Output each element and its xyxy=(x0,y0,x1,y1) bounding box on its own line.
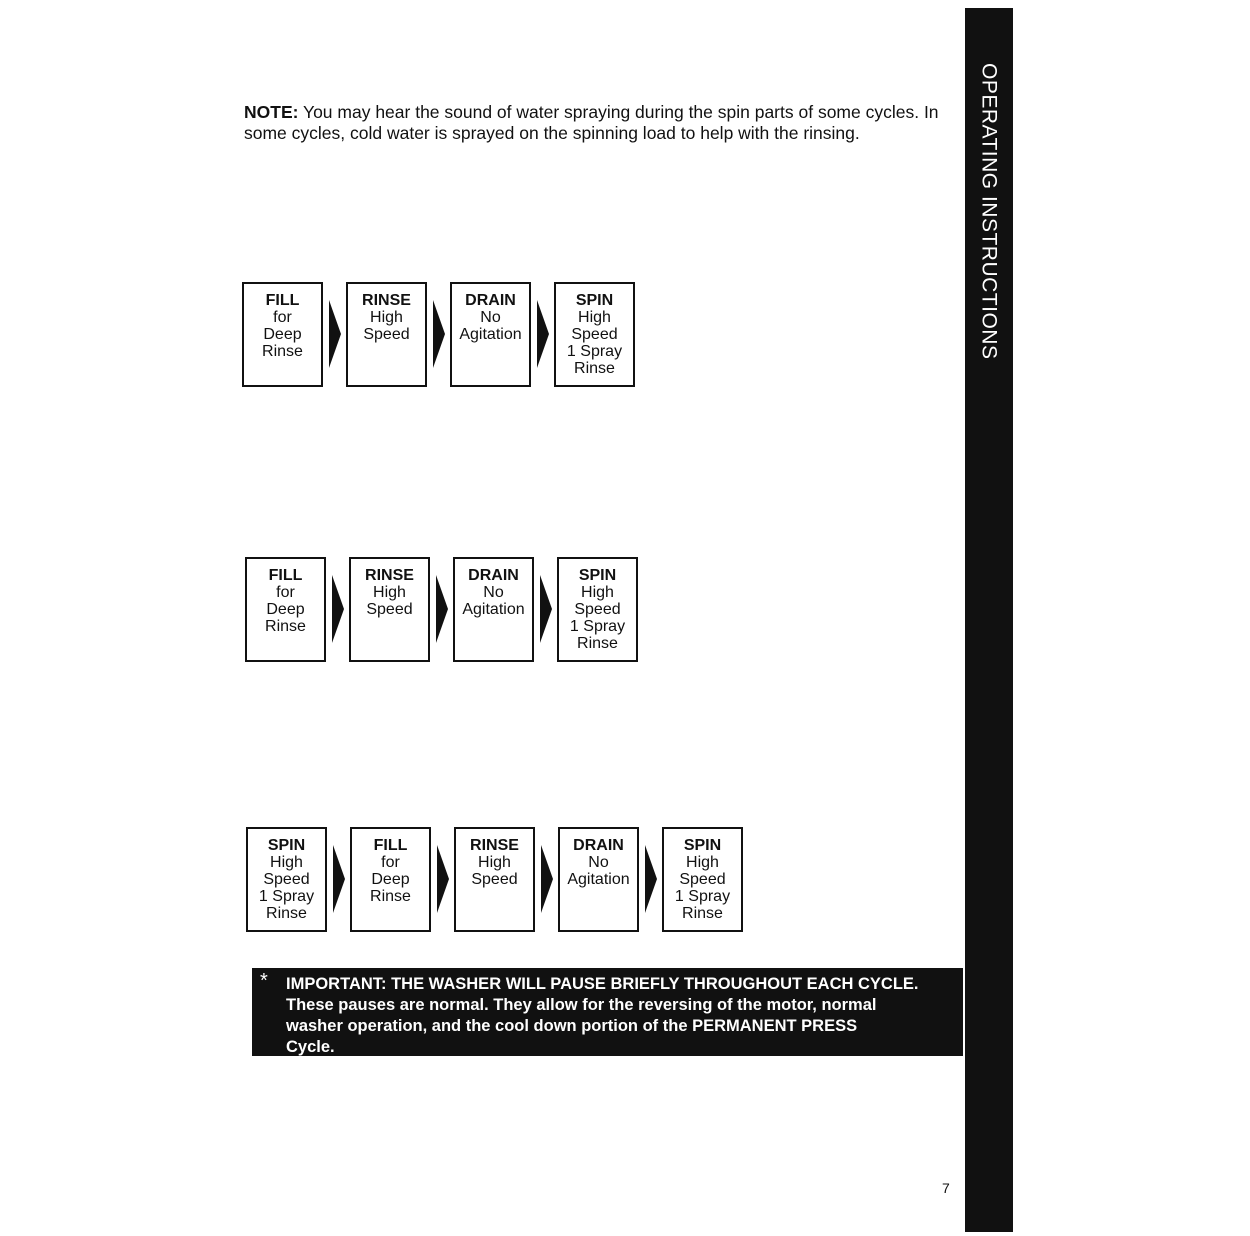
asterisk: * xyxy=(260,970,268,992)
cycle-step xyxy=(242,282,323,387)
step-title: SPIN xyxy=(575,292,614,309)
cycle-step xyxy=(454,827,535,932)
notice-line: Cycle. xyxy=(286,1038,335,1056)
step-detail: Rinse xyxy=(682,905,723,922)
page-number: 7 xyxy=(942,1180,950,1196)
cycle-step xyxy=(453,557,534,662)
cycle-step xyxy=(554,282,635,387)
arrow-right-icon xyxy=(332,575,344,643)
step-title: RINSE xyxy=(470,837,519,854)
cycle-step xyxy=(450,282,531,387)
step-detail: 1 Spray xyxy=(569,618,626,635)
section-tab-title: OPERATING INSTRUCTIONS xyxy=(977,63,1001,360)
step-detail: High xyxy=(373,584,406,601)
important-notice xyxy=(252,968,963,1056)
step-detail: No xyxy=(483,584,504,601)
step-title: RINSE xyxy=(362,292,411,309)
step-title: FILL xyxy=(265,292,300,309)
arrow-right-icon xyxy=(333,845,345,913)
step-detail: Rinse xyxy=(265,618,306,635)
arrow-right-icon xyxy=(645,845,657,913)
step-title: SPIN xyxy=(267,837,306,854)
cycle-step xyxy=(245,557,326,662)
step-title: DRAIN xyxy=(573,837,624,854)
step-detail: Deep xyxy=(266,601,305,618)
cycle-step xyxy=(346,282,427,387)
note-text: You may hear the sound of water spraying during the spin parts of some cycles. In some cycles, cold water is sprayed on the spinning load to help with the rinsing. xyxy=(244,102,939,143)
step-detail: Agitation xyxy=(462,601,525,618)
step-detail: No xyxy=(480,309,501,326)
step-title: RINSE xyxy=(365,567,414,584)
cycle-step xyxy=(558,827,639,932)
step-detail: Speed xyxy=(471,871,518,888)
step-detail: Rinse xyxy=(574,360,615,377)
step-detail: Speed xyxy=(366,601,413,618)
step-detail: High xyxy=(686,854,719,871)
cycle-step xyxy=(662,827,743,932)
step-detail: for xyxy=(276,584,295,601)
step-detail: Speed xyxy=(571,326,618,343)
cycle-step xyxy=(350,827,431,932)
step-detail: Speed xyxy=(679,871,726,888)
step-detail: Rinse xyxy=(262,343,303,360)
step-title: DRAIN xyxy=(465,292,516,309)
step-title: SPIN xyxy=(683,837,722,854)
step-detail: Speed xyxy=(574,601,621,618)
step-detail: Speed xyxy=(263,871,310,888)
notice-line: washer operation, and the cool down portion of the PERMANENT PRESS xyxy=(286,1017,858,1035)
step-detail: High xyxy=(270,854,303,871)
arrow-right-icon xyxy=(537,300,549,368)
note-label: NOTE: xyxy=(244,102,299,122)
step-detail: High xyxy=(581,584,614,601)
cycle-step xyxy=(557,557,638,662)
step-detail: Deep xyxy=(263,326,302,343)
step-detail: Rinse xyxy=(577,635,618,652)
note-paragraph xyxy=(244,102,944,144)
step-detail: Rinse xyxy=(266,905,307,922)
step-detail: High xyxy=(478,854,511,871)
step-detail: Deep xyxy=(371,871,410,888)
arrow-right-icon xyxy=(433,300,445,368)
cycle-step xyxy=(246,827,327,932)
step-title: FILL xyxy=(373,837,408,854)
step-title: FILL xyxy=(268,567,303,584)
notice-line: IMPORTANT: THE WASHER WILL PAUSE BRIEFLY THROUGHOUT EACH CYCLE. xyxy=(286,975,919,993)
arrow-right-icon xyxy=(436,575,448,643)
step-detail: High xyxy=(578,309,611,326)
notice-line: These pauses are normal. They allow for the reversing of the motor, normal xyxy=(286,996,877,1014)
step-detail: 1 Spray xyxy=(258,888,315,905)
arrow-right-icon xyxy=(541,845,553,913)
arrow-right-icon xyxy=(329,300,341,368)
step-detail: 1 Spray xyxy=(566,343,623,360)
step-title: SPIN xyxy=(578,567,617,584)
step-detail: for xyxy=(381,854,400,871)
step-detail: Agitation xyxy=(459,326,522,343)
arrow-right-icon xyxy=(540,575,552,643)
section-tab xyxy=(965,8,1013,1232)
cycle-step xyxy=(349,557,430,662)
step-detail: Agitation xyxy=(567,871,630,888)
step-detail: High xyxy=(370,309,403,326)
step-detail: Rinse xyxy=(370,888,411,905)
step-detail: Speed xyxy=(363,326,410,343)
step-title: DRAIN xyxy=(468,567,519,584)
step-detail: 1 Spray xyxy=(674,888,731,905)
step-detail: No xyxy=(588,854,609,871)
arrow-right-icon xyxy=(437,845,449,913)
step-detail: for xyxy=(273,309,292,326)
